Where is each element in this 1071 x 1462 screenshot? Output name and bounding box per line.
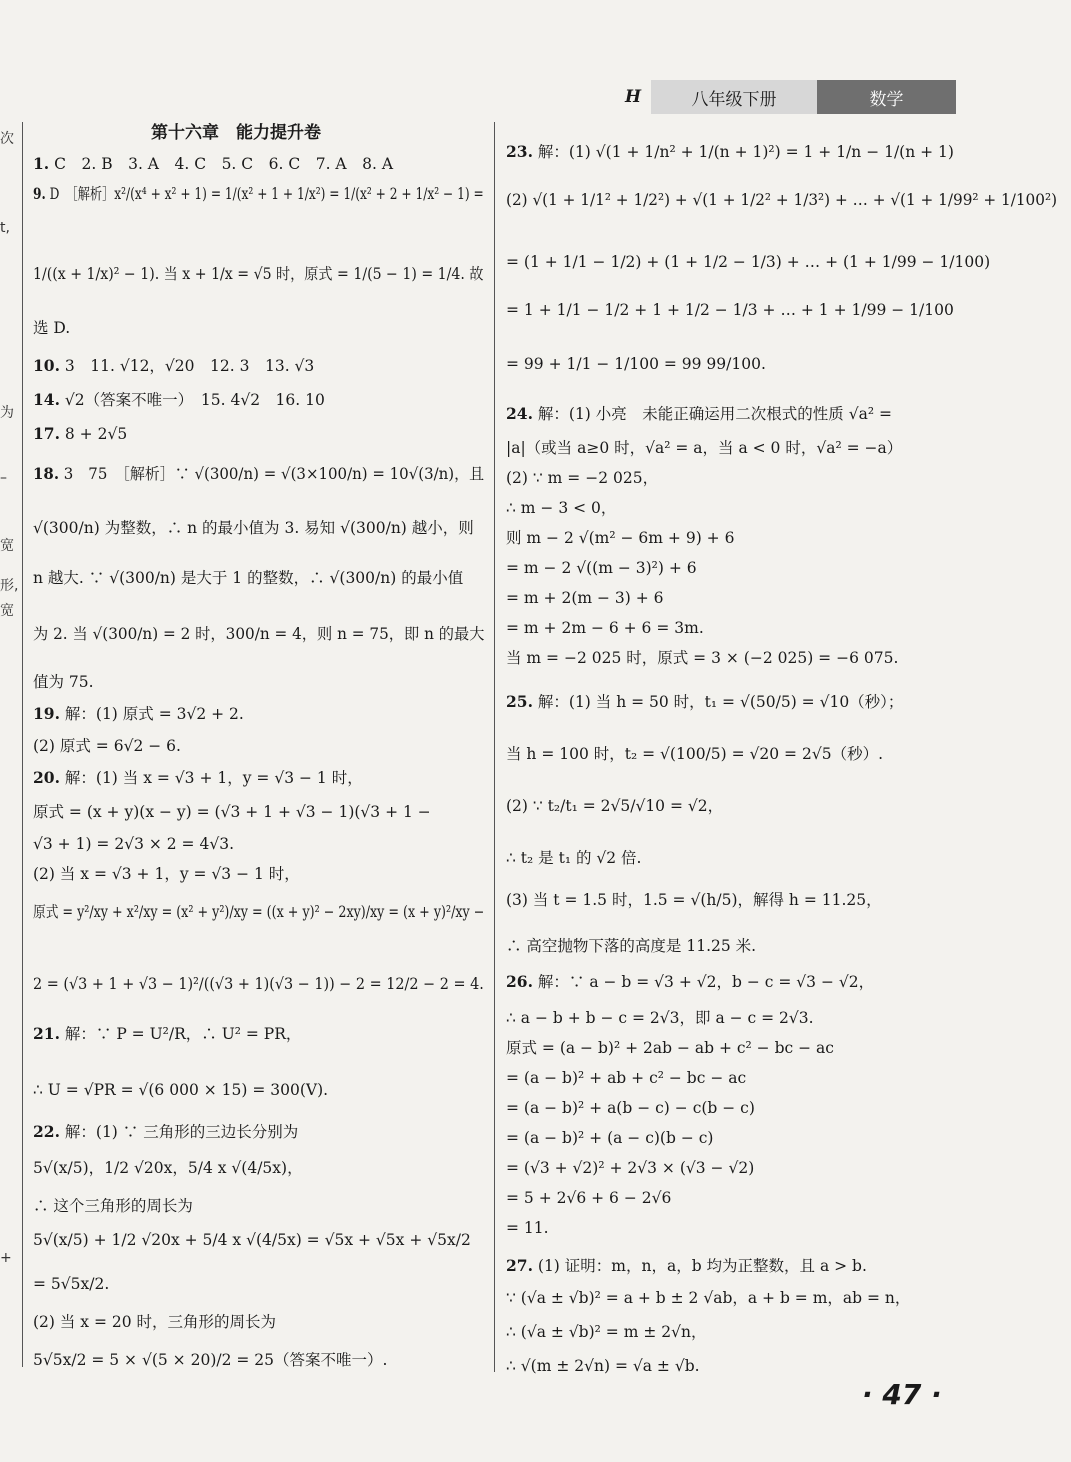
left-answer-line: 9. D ［解析］x²/(x⁴ + x² + 1) = 1/(x² + 1 + 1/x²) = 1/(x² + 2 + 1/x² − 1) = [33,184,484,203]
right-answer-line: ∵ (√a ± √b)² = a + b ± 2 √ab，a + b = m，ab = n， [506,1289,911,1307]
left-answer-line: ∴ U = √PR = √(6 000 × 15) = 300(V). [33,1081,329,1099]
left-answer-line: 5√(x/5)，1/2 √20x，5/4 x √(4/5x)， [33,1159,303,1177]
right-answer-line: ∴ t₂ 是 t₁ 的 √2 倍. [506,849,642,867]
left-answer-line: = 5√5x/2. [33,1275,110,1293]
right-answer-line: (2) ∵ t₂/t₁ = 2√5/√10 = √2， [506,797,724,815]
right-answer-line: ∴ m − 3 < 0， [506,499,617,517]
left-answer-line: 21. 解：∵ P = U²/R，∴ U² = PR， [33,1024,302,1043]
right-answer-line: ∴ 高空抛物下落的高度是 11.25 米. [506,937,757,955]
right-answer-line: (3) 当 t = 1.5 时，1.5 = √(h/5)，解得 h = 11.25， [506,891,882,909]
left-answer-line: 5√(x/5) + 1/2 √20x + 5/4 x √(4/5x) = √5x + √5x + √5x/2 [33,1231,471,1249]
right-answer-line: = (a − b)² + ab + c² − bc − ac [506,1069,747,1087]
left-answer-line: (2) 当 x = 20 时，三角形的周长为 [33,1313,277,1331]
left-answer-line: 10. 3 11. √12，√20 12. 3 13. √3 [33,356,315,375]
edge-char: 宽 [0,538,14,554]
right-answer-line: 当 h = 100 时，t₂ = √(100/5) = √20 = 2√5（秒）. [506,745,883,763]
subject-label: 数学 [817,80,956,114]
grade-label: 八年级下册 [651,80,817,114]
right-answer-line: = m + 2m − 6 + 6 = 3m. [506,619,704,637]
right-answer-line: = 11. [506,1219,549,1237]
left-answer-line: 19. 解：(1) 原式 = 3√2 + 2. [33,704,244,723]
left-answer-line: 原式 = (x + y)(x − y) = (√3 + 1 + √3 − 1)(√3 + 1 − [33,803,431,821]
left-answer-line: 值为 75. [33,673,94,691]
page-number: · 47 · [862,1378,942,1411]
left-answer-line: √(300/n) 为整数，∴ n 的最小值为 3. 易知 √(300/n) 越小，则 [33,519,474,537]
left-answer-line: 5√5x/2 = 5 × √(5 × 20)/2 = 25（答案不唯一）. [33,1351,388,1369]
page-header [615,80,956,114]
right-answer-line: 原式 = (a − b)² + 2ab − ab + c² − bc − ac [506,1039,834,1057]
edge-char: 宽 [0,603,14,619]
right-answer-line: = (√3 + √2)² + 2√3 × (√3 − √2) [506,1159,755,1177]
right-answer-line: (2) √(1 + 1/1² + 1/2²) + √(1 + 1/2² + 1/3²) + … + √(1 + 1/99² + 1/100²) [506,191,1058,209]
right-answer-line: 25. 解：(1) 当 h = 50 时，t₁ = √(50/5) = √10（秒）； [506,692,904,711]
right-answer-line: = m − 2 √((m − 3)²) + 6 [506,559,697,577]
left-answer-line: 22. 解：(1) ∵ 三角形的三边长分别为 [33,1122,299,1141]
left-answer-line: 1/((x + 1/x)² − 1). 当 x + 1/x = √5 时，原式 = 1/(5 − 1) = 1/4. 故 [33,265,484,283]
left-answer-line: 14. √2（答案不唯一） 15. 4√2 16. 10 [33,390,325,409]
left-column [33,118,488,1368]
left-answer-line: (2) 原式 = 6√2 − 6. [33,737,181,755]
right-answer-line: (2) ∵ m = −2 025， [506,469,659,487]
right-answer-line: 27. (1) 证明：m，n，a，b 均为正整数，且 a > b. [506,1256,867,1275]
right-column [506,118,1061,1375]
edge-char: 为 [0,405,14,421]
edge-char: 次 [0,131,14,147]
edge-char: 形, [0,578,19,594]
right-answer-line: 23. 解：(1) √(1 + 1/n² + 1/(n + 1)²) = 1 + 1/n − 1/(n + 1) [506,142,954,161]
right-answer-line: = (a − b)² + a(b − c) − c(b − c) [506,1099,755,1117]
right-answer-line: 当 m = −2 025 时，原式 = 3 × (−2 025) = −6 075. [506,649,899,667]
left-answer-line: ∴ 这个三角形的周长为 [33,1197,193,1215]
edge-char: – [0,470,7,486]
right-answer-line: ∴ (√a ± √b)² = m ± 2√n， [506,1323,707,1341]
right-answer-line: ∴ √(m ± 2√n) = √a ± √b. [506,1357,700,1375]
left-answer-line: 选 D. [33,319,71,337]
right-answer-line: = 99 + 1/1 − 1/100 = 99 99/100. [506,355,766,373]
right-answer-line: = (a − b)² + (a − c)(b − c) [506,1129,714,1147]
publisher-logo-icon: H [624,87,642,107]
right-answer-line: |a|（或当 a≥0 时，√a² = a，当 a < 0 时，√a² = −a） [506,439,903,457]
right-answer-line: ∴ a − b + b − c = 2√3，即 a − c = 2√3. [506,1009,814,1027]
right-answer-line: = 5 + 2√6 + 6 − 2√6 [506,1189,672,1207]
center-column-rule [494,122,495,1372]
right-answer-line: = (1 + 1/1 − 1/2) + (1 + 1/2 − 1/3) + … + (1 + 1/99 − 1/100) [506,253,991,271]
left-answer-line: n 越大. ∵ √(300/n) 是大于 1 的整数，∴ √(300/n) 的最小值 [33,569,464,587]
right-answer-line: 则 m − 2 √(m² − 6m + 9) + 6 [506,529,735,547]
left-answer-line: 17. 8 + 2√5 [33,424,128,443]
left-answer-line: 20. 解：(1) 当 x = √3 + 1，y = √3 − 1 时， [33,768,363,787]
left-margin-rule [22,122,23,1367]
left-answer-line: 2 = (√3 + 1 + √3 − 1)²/((√3 + 1)(√3 − 1)) − 2 = 12/2 − 2 = 4. [33,975,484,993]
left-answer-line: 为 2. 当 √(300/n) = 2 时，300/n = 4，则 n = 75，即 n 的最大 [33,625,485,643]
right-answer-line: = 1 + 1/1 − 1/2 + 1 + 1/2 − 1/3 + … + 1 + 1/99 − 1/100 [506,301,954,319]
left-answer-line: 18. 3 75 ［解析］∵ √(300/n) = √(3×100/n) = 10√(3/n)，且 [33,464,485,483]
right-answer-line: 24. 解：(1) 小亮 未能正确运用二次根式的性质 √a² = [506,404,892,423]
left-answer-line: √3 + 1) = 2√3 × 2 = 4√3. [33,835,235,853]
left-answer-line: (2) 当 x = √3 + 1，y = √3 − 1 时， [33,865,300,883]
left-answer-line: 原式 = y²/xy + x²/xy = (x² + y²)/xy = ((x + y)² − 2xy)/xy = (x + y)²/xy − [33,903,485,921]
left-answer-line: 1. C 2. B 3. A 4. C 5. C 6. C 7. A 8. A [33,154,394,173]
right-answer-line: 26. 解：∵ a − b = √3 + √2，b − c = √3 − √2， [506,972,875,991]
edge-char: + [0,1250,12,1266]
right-answer-line: = m + 2(m − 3) + 6 [506,589,664,607]
edge-char: t, [0,220,10,236]
chapter-title: 第十六章 能力提升卷 [151,123,321,143]
